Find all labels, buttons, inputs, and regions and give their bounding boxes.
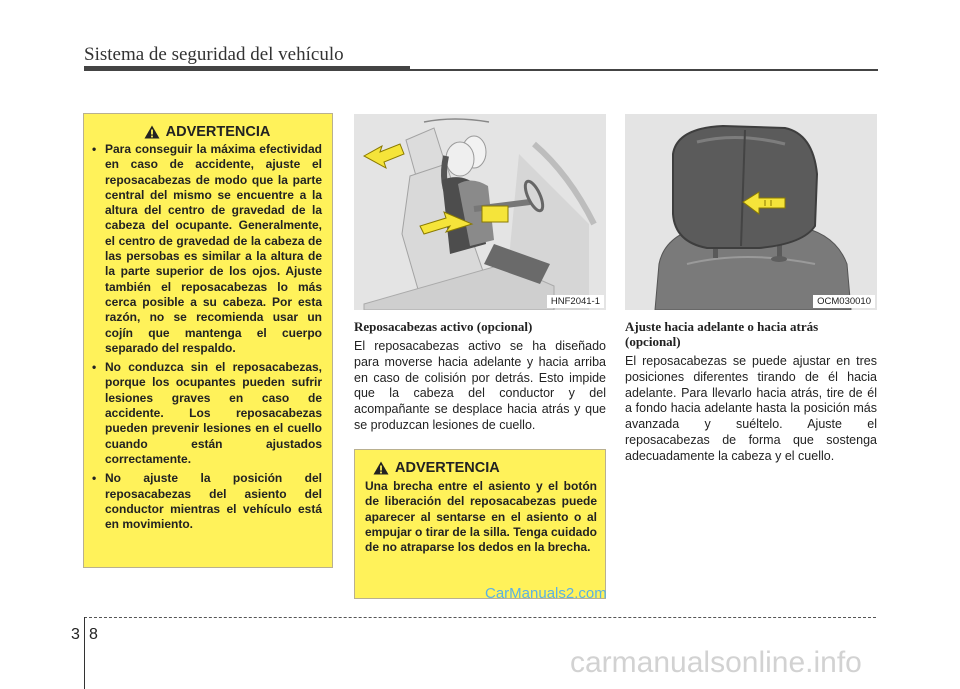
watermark[interactable]: CarManuals2.com — [485, 585, 607, 602]
warning-triangle-icon — [144, 125, 160, 139]
warning-triangle-icon — [373, 461, 389, 475]
figure-headrest-adjust — [625, 114, 877, 310]
warning-heading — [365, 460, 597, 476]
figure-code: OCM030010 — [813, 295, 875, 308]
footer-dotted-rule — [84, 617, 876, 618]
headrest-illustration — [625, 114, 877, 310]
section-active-headrest — [354, 319, 606, 434]
warning-list — [92, 142, 322, 532]
warning-heading-text: ADVERTENCIA — [395, 460, 500, 476]
warning-heading-text: ADVERTENCIA — [165, 124, 271, 140]
section-body: El reposacabezas activo se ha diseñado para moverse hacia adelante y hacia arriba en caso de colisión por detrás. Esto impide que la cabeza del conductor y del acompañante se desplace hacia atrás y que se produzcan lesiones de cuello. — [354, 339, 606, 432]
warning-item: • No ajuste la posición del reposacabezas del asiento del conductor mientras el vehículo está en movimiento. — [92, 471, 322, 532]
footer-vertical-rule — [84, 617, 85, 689]
section-title: Reposacabezas activo (opcional) — [354, 319, 533, 334]
warning-box-left — [83, 113, 333, 568]
header-rule — [410, 69, 878, 71]
warning-body: Una brecha entre el asiento y el botón de liberación del reposacabezas puede aparecer al sentarse en el asiento o al empujar o tirar de la silla. Tenga cuidado de no atraparse los dedos en la brecha. — [365, 479, 597, 555]
figure-code: HNF2041-1 — [547, 295, 604, 308]
section-adjust-headrest — [625, 319, 877, 465]
figure-active-headrest — [354, 114, 606, 310]
section-title: Ajuste hacia adelante o hacia atrás (opcional) — [625, 319, 819, 349]
page-header-title: Sistema de seguridad del vehículo — [84, 44, 344, 65]
site-watermark: carmanualsonline.info — [570, 646, 862, 679]
warning-item: • Para conseguir la máxima efectividad en caso de accidente, ajuste el reposacabezas de modo que la parte central del mismo se encuentre a la altura del centro de gravedad de la cabeza del ocupante. Generalmente, el centro de gravedad de la cabeza de las persobas es similar a la altura de la parte superior de los ojos. Ajuste también el reposacabezas lo más cerca posible a su cabeza. Por esta razón, no se recomienda usar un cojín que mantenga el cuerpo separado del respaldo. — [92, 142, 322, 356]
header-bar — [84, 66, 410, 71]
active-headrest-illustration — [354, 114, 606, 310]
warning-box-middle — [354, 449, 606, 599]
warning-heading — [92, 124, 322, 140]
section-body: El reposacabezas se puede ajustar en tres posiciones diferentes tirando de él hacia adelante. Para llevarlo hacia atrás, tire de él a fondo hacia adelante hasta la posición más avanzada y suéltelo. Ajuste el reposacabezas de forma que sostenga adecuadamente la cabeza y el cuello. — [625, 354, 877, 463]
warning-item: • No conduzca sin el reposacabezas, porque los ocupantes pueden sufrir lesiones graves en caso de accidente. Los reposacabezas pueden prevenir lesiones en el cuello cuando están ajustados correctamente. — [92, 360, 322, 467]
page-number: 8 — [89, 626, 98, 643]
page-chapter: 3 — [71, 626, 80, 643]
